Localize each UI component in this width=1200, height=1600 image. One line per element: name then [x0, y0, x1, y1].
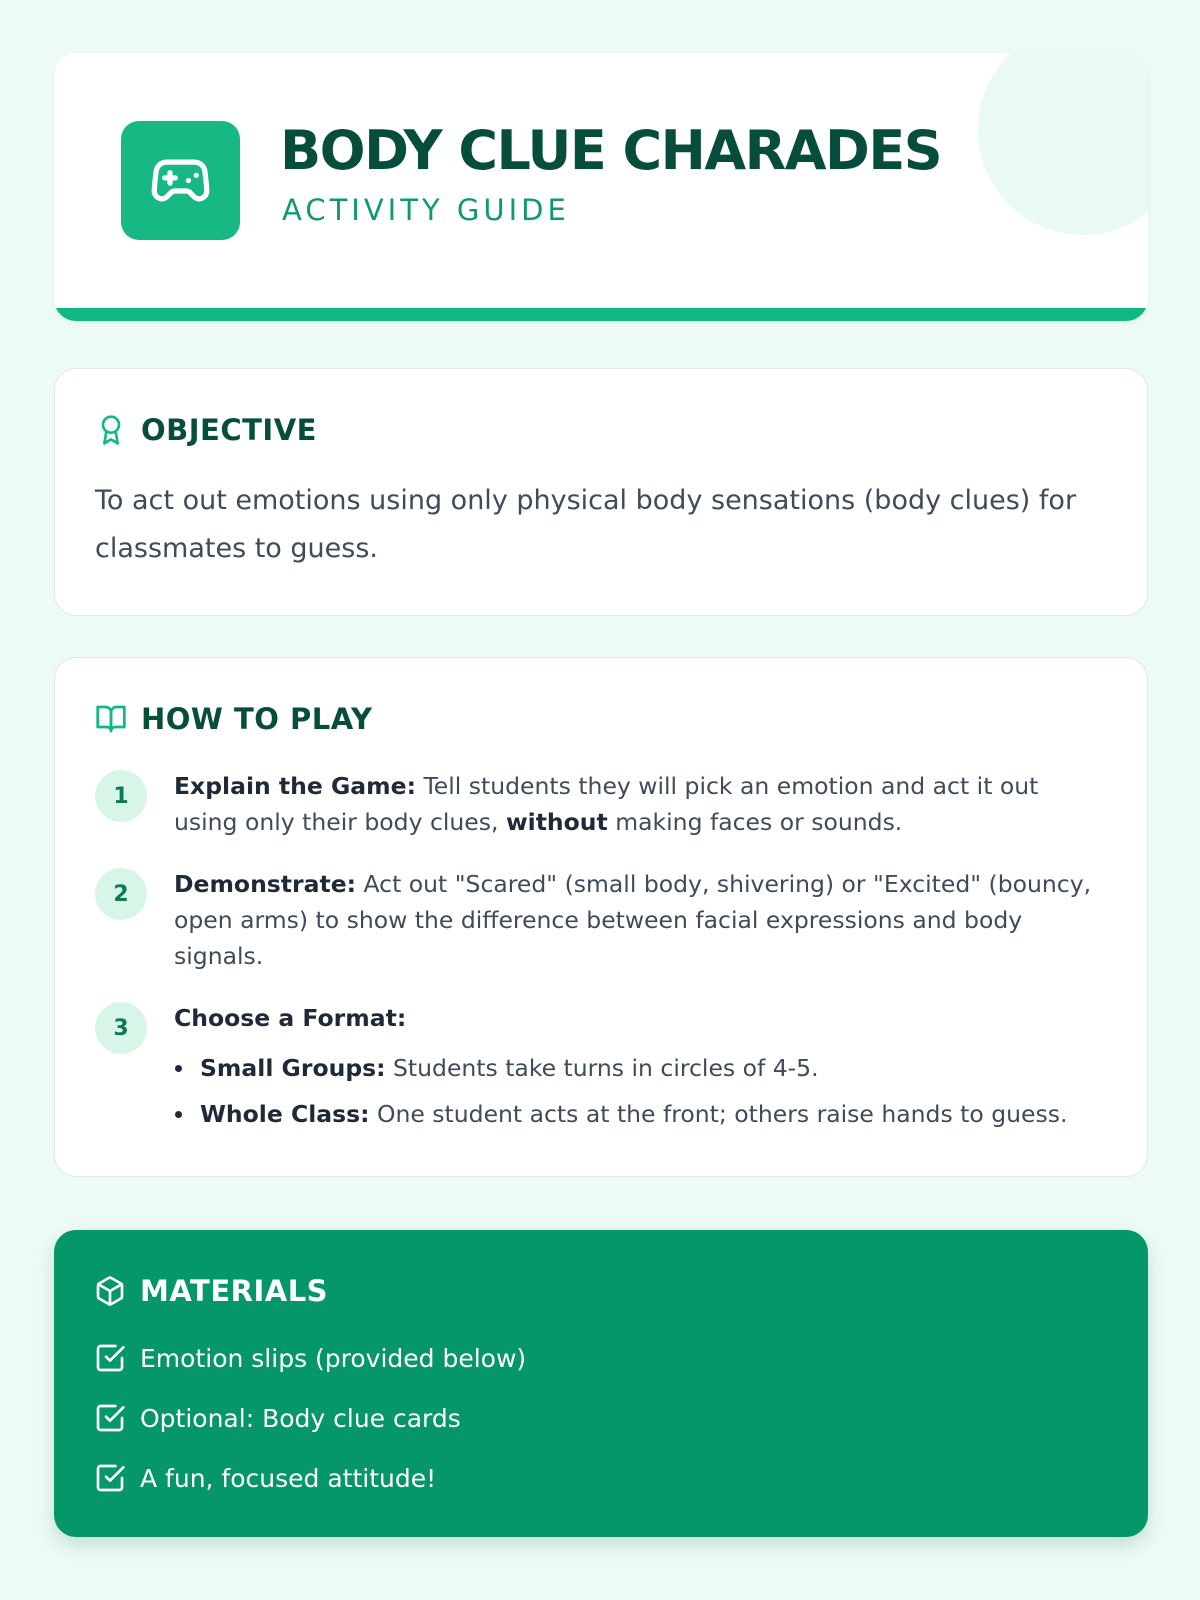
- step-label: Choose a Format:: [174, 1004, 407, 1032]
- logo-tile: [121, 121, 240, 240]
- materials-title: MATERIALS: [140, 1274, 329, 1308]
- step-text: [174, 1000, 1104, 1142]
- option-label: Small Groups:: [200, 1054, 386, 1082]
- header-card: [54, 53, 1148, 321]
- list-item: [174, 1096, 1104, 1132]
- checkbox-icon: [94, 1402, 126, 1434]
- checkbox-icon: [94, 1342, 126, 1374]
- package-icon: [94, 1275, 126, 1307]
- materials-card: [54, 1230, 1148, 1537]
- how-to-play-card: [54, 657, 1148, 1177]
- step-number-badge: 2: [95, 868, 147, 920]
- how-to-play-title: HOW TO PLAY: [141, 702, 373, 736]
- materials-heading: [94, 1274, 328, 1308]
- objective-title: OBJECTIVE: [141, 413, 317, 447]
- step-number-badge: 1: [95, 770, 147, 822]
- page-subtitle: ACTIVITY GUIDE: [282, 193, 570, 227]
- step-text: [174, 866, 1104, 974]
- list-item: [94, 1462, 436, 1494]
- objective-heading: [95, 413, 317, 447]
- step-body: making faces or sounds.: [607, 808, 903, 836]
- step-number-badge: 3: [95, 1002, 147, 1054]
- option-label: Whole Class:: [200, 1100, 370, 1128]
- book-open-icon: [95, 703, 127, 735]
- list-item: [94, 1342, 526, 1374]
- format-options-list: [174, 1050, 1104, 1132]
- step-body: Act out "Scared" (small body, shivering) or "Excited" (bouncy, open arms) to show the difference between facial expressions and body signals.: [174, 870, 1092, 970]
- material-text: Optional: Body clue cards: [140, 1403, 461, 1433]
- step-text: [174, 768, 1104, 840]
- how-to-play-heading: [95, 702, 372, 736]
- material-text: A fun, focused attitude!: [140, 1463, 437, 1493]
- gamepad-icon: [149, 149, 212, 212]
- step-label: Explain the Game:: [174, 772, 416, 800]
- header-accent-bar: [54, 308, 1148, 321]
- objective-card: [54, 368, 1148, 616]
- option-text: Students take turns in circles of 4-5.: [385, 1054, 819, 1082]
- award-icon: [95, 414, 127, 446]
- checkbox-icon: [94, 1462, 126, 1494]
- step-body: Tell students they will pick an emotion and act it out using only their body clues,: [174, 772, 1039, 836]
- option-text: One student acts at the front; others raise hands to guess.: [369, 1100, 1068, 1128]
- decorative-circle: [978, 53, 1148, 235]
- page-title: BODY CLUE CHARADES: [280, 119, 942, 182]
- step-emphasis: without: [505, 808, 608, 836]
- material-text: Emotion slips (provided below): [140, 1343, 527, 1373]
- list-item: [94, 1402, 461, 1434]
- list-item: [174, 1050, 1104, 1086]
- objective-text: To act out emotions using only physical body sensations (body clues) for classmates to guess.: [95, 485, 1077, 564]
- step-label: Demonstrate:: [174, 870, 357, 898]
